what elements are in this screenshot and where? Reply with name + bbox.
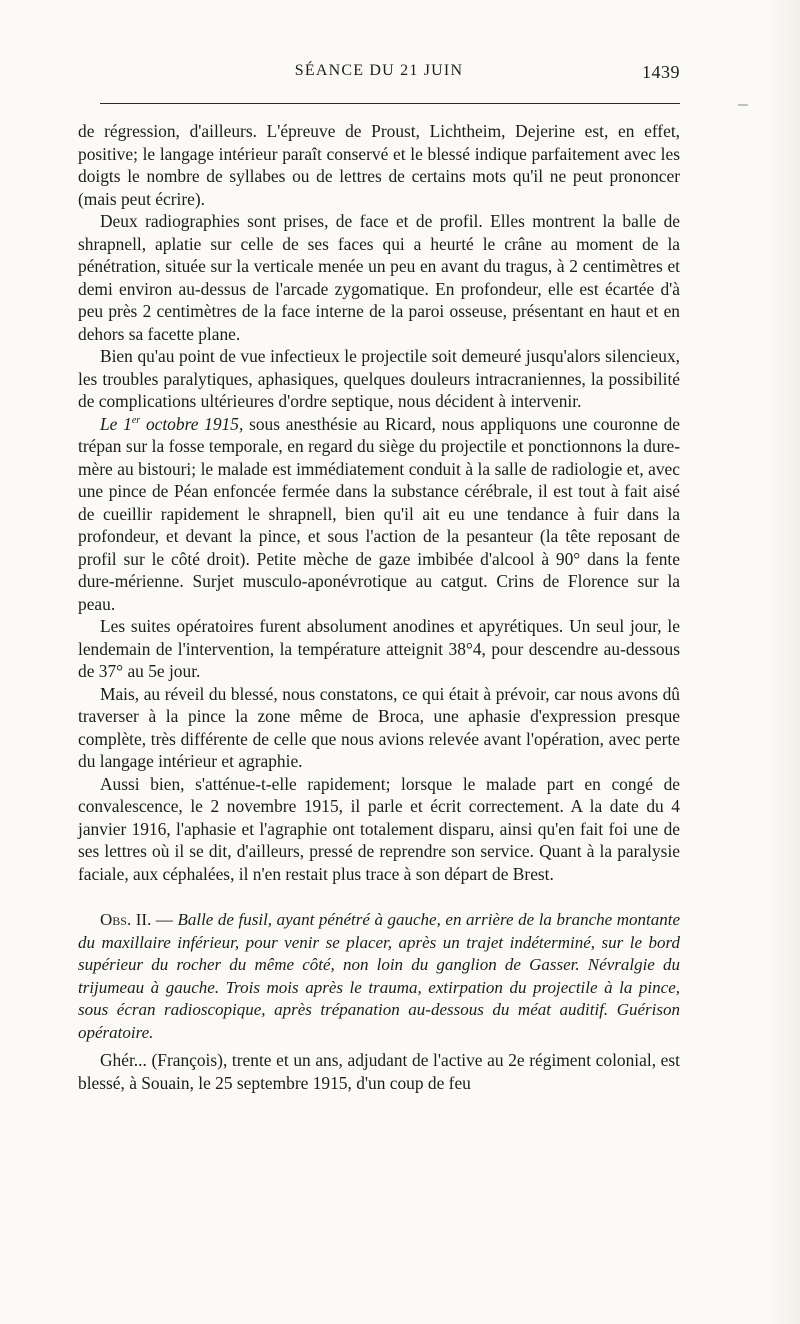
- operation-date-superscript: er: [131, 414, 141, 426]
- paragraph-recovery: Aussi bien, s'atténue-t-elle rapidement; lorsque le malade part en congé de convalescence, le 2 novembre 1915, il parle et écrit correctement. A la date du 4 janvier 1916, l'aphasie et l'agraphie ont totalement disparu, ainsi qu'en fait foi une de ses lettres où il se dit, d'ailleurs, pressé de reprendre son service. Quant à la paralysie faciale, aux céphalées, il n'en restait plus trace à son départ de Brest.: [78, 773, 680, 884]
- header-rule: [100, 103, 680, 104]
- paragraph-radiographies: Deux radiographies sont prises, de face et de profil. Elles montrent la balle de shrapnell, aplatie sur celle de ses faces qui a heurté le crâne au moment de la pénétration, située sur la verticale menée un peu en avant du tragus, à 2 centimètres et demi environ au-dessus de l'arcade zygomatique. En profondeur, elle est écartée d'à peu près 2 centimètres de la face interne de la paroi osseuse, présentant en haut et en dehors sa facette plane.: [78, 211, 680, 344]
- paragraph-operation: [78, 413, 680, 616]
- scan-mark: [738, 104, 748, 106]
- paragraph-postoperative: Les suites opératoires furent absolument anodines et apyrétiques. Un seul jour, le lendemain de l'intervention, la température atteignit 38°4, pour descendre au-dessous de 37° au 5e jour.: [78, 616, 680, 681]
- operation-date-suffix: octobre 1915,: [140, 413, 244, 434]
- page-edge-shadow: [766, 0, 800, 1324]
- observation-block: [78, 909, 680, 1044]
- paragraph-continuation: de régression, d'ailleurs. L'épreuve de Proust, Lichtheim, Dejerine est, en effet, positive; le langage intérieur paraît conservé et le blessé indique parfaitement avec les doigts le nombre de syllabes ou de lettres de certains mots qu'il ne peut prononcer (mais peut écrire).: [78, 121, 680, 209]
- observation-dash: —: [151, 910, 178, 929]
- paragraph-intervention-decision: Bien qu'au point de vue infectieux le projectile soit demeuré jusqu'alors silencieux, les troubles paralytiques, aphasiques, quelques douleurs intracraniennes, la possibilité de complications ultérieures d'ordre septique, nous décident à intervenir.: [78, 346, 680, 411]
- paragraph-aphasia: Mais, au réveil du blessé, nous constatons, ce qui était à prévoir, car nous avons dû traverser à la pince la zone même de Broca, une aphasie d'expression presque complète, très différente de celle que nous avions relevée avant l'opération, avec perte du langage intérieur et agraphie.: [78, 683, 680, 771]
- operation-date: [100, 414, 243, 434]
- running-title: SÉANCE DU 21 JUIN: [294, 62, 464, 79]
- operation-date-prefix: Le 1: [100, 413, 132, 434]
- running-head: [78, 62, 680, 88]
- observation-label: Obs. II.: [100, 910, 152, 929]
- body-text: [78, 120, 680, 1094]
- observation-heading: [78, 909, 680, 1044]
- observation-title: Balle de fusil, ayant pénétré à gauche, en arrière de la branche montante du maxillaire inférieur, pour venir se placer, après un trajet indéterminé, sur le bord supérieur du rocher du même côté, non loin du ganglion de Gasser. Névralgie du trijumeau à gauche. Trois mois après le trauma, extirpation du projectile à la pince, sous écran radioscopique, après trépanation au-dessous du méat auditif. Guérison opératoire.: [78, 910, 681, 1042]
- page-number: 1439: [642, 62, 680, 82]
- paragraph-patient-intro: Ghér... (François), trente et un ans, adjudant de l'active au 2e régiment colonial, est blessé, à Souain, le 25 septembre 1915, d'un coup de feu: [78, 1050, 680, 1093]
- operation-text: sous anesthésie au Ricard, nous appliquons une couronne de trépan sur la fosse temporale, en regard du siège du projectile et ponctionnons la dure-mère au bistouri; le malade est immédiatement conduit à la salle de radiologie et, avec une pince de Péan enfoncée fermée dans la substance cérébrale, il est tout à fait aisé de cueillir rapidement le shrapnell, bien qu'il ait eu une tendance à fuir dans la profondeur, et devant la pince, et sous l'action de la pesanteur (la tête reposant de profil sur le côté droit). Petite mèche de gaze imbibée d'alcool à 90° dans la fente dure-mérienne. Surjet musculo-aponévrotique au catgut. Crins de Florence sur la peau.: [78, 413, 680, 614]
